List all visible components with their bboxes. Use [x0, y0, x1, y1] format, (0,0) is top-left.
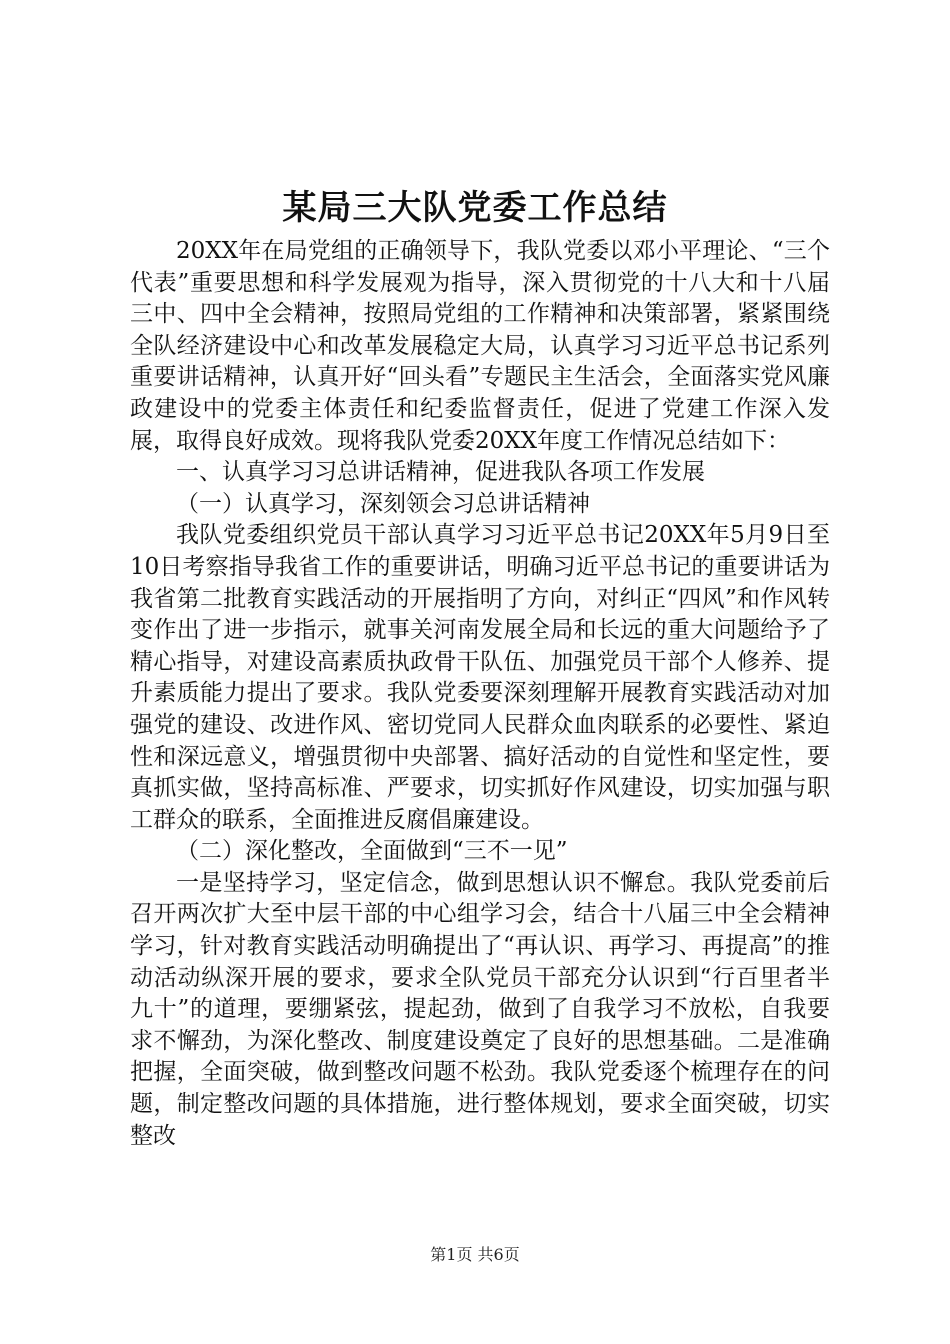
subsection-heading-2: （二）深化整改，全面做到“三不一见”: [176, 838, 568, 865]
document-body: [130, 236, 830, 1152]
document-title: 某局三大队党委工作总结: [282, 188, 668, 228]
subsection-heading-1: （一）认真学习，深刻领会习总讲话精神: [176, 490, 590, 517]
intro-paragraph: 20XX年在局党组的正确领导下，我队党委以邓小平理论、“三个代表”重要思想和科学发展观为指导，深入贯彻党的十八大和十八届三中、四中全会精神，按照局党组的工作精神和决策部署，紧紧围绕全队经济建设中心和改革发展稳定大局，认真学习习近平总书记系列重要讲话精神，认真开好“回头看”专题民主生活会，全面落实党风廉政建设中的党委主体责任和纪委监督责任，促进了党建工作深入发展，取得良好成效。现将我队党委20XX年度工作情况总结如下：: [130, 238, 830, 454]
body-paragraph-2: 一是坚持学习，坚定信念，做到思想认识不懈怠。我队党委前后召开两次扩大至中层干部的中心组学习会，结合十八届三中全会精神学习，针对教育实践活动明确提出了“再认识、再学习、再提高”的推动活动纵深开展的要求，要求全队党员干部充分认识到“行百里者半九十”的道理，要绷紧弦，提起劲，做到了自我学习不放松，自我要求不懈劲，为深化整改、制度建设奠定了良好的思想基础。二是准确把握，全面突破，做到整改问题不松劲。我队党委逐个梳理存在的问题，制定整改问题的具体措施，进行整体规划，要求全面突破，切实整改: [130, 869, 830, 1149]
section-heading-1: 一、认真学习习总讲话精神，促进我队各项工作发展: [176, 459, 705, 486]
page-footer: 第1页 共6页: [430, 1245, 520, 1264]
body-paragraph-1: 我队党委组织党员干部认真学习习近平总书记20XX年5月9日至10日考察指导我省工作的重要讲话，明确习近平总书记的重要讲话为我省第二批教育实践活动的开展指明了方向，对纠正“四风”和作风转变作出了进一步指示，就事关河南发展全局和长远的重大问题给予了精心指导，对建设高素质执政骨干队伍、加强党员干部个人修养、提升素质能力提出了要求。我队党委要深刻理解开展教育实践活动对加强党的建设、改进作风、密切党同人民群众血肉联系的必要性、紧迫性和深远意义，增强贯彻中央部署、搞好活动的自觉性和坚定性，要真抓实做，坚持高标准、严要求，切实抓好作风建设，切实加强与职工群众的联系，全面推进反腐倡廉建设。: [130, 522, 830, 833]
